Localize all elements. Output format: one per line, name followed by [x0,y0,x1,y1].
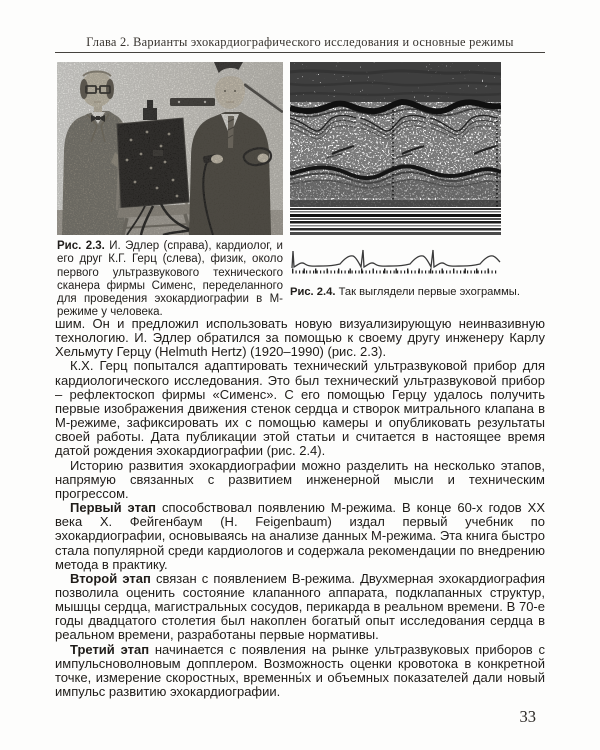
figures-row [57,62,545,318]
paragraph [55,501,545,572]
paragraph-lead: Второй этап [70,570,151,586]
figure-2-4-caption [290,286,520,299]
figure-2-4-caption-text: Так выглядели первые эхограммы. [338,286,520,298]
figure-2-3-caption [57,240,283,320]
paragraph-lead: Третий этап [70,641,150,657]
figure-2-4-caption-lead: Рис. 2.4. [290,286,336,298]
ecg-trace [290,244,501,274]
paragraph-text: связан с появлением В-режима. Двухмерная эхокардиография позволила оценить состояние клапанного аппарата, подклапанных структур, мышцы сердца, магистральных сосудов, перикарда в реальном времени. В 70-е годы двадцатого столетия был накоплен богатый опыт исследования сердца в реальном времени, разработаны первые нормативы. [55,570,546,643]
header-rule [55,52,545,53]
paragraph-text: начинается с появления на рынке ультразвуковых приборов с импульсноволновым допплером. Возможность оценки кровотока в конкретной точке, измерение скоростных, временны́х и объемных показателей дали новый импульс развитию эхокардиографии. [55,641,545,700]
echogram-image [290,62,501,235]
page-number: 33 [519,707,536,726]
paragraph-text: Историю развития эхокардиографии можно разделить на несколько этапов, напрямую связанных с развитием инженерной мысли и техническим прогрессом. [55,457,545,501]
paragraph-lead: Первый этап [70,500,157,516]
body-text [55,317,545,699]
paragraph-text: способствовал появлению М-режима. В конце 60-х годов XX века Х. Фейгенбаум (H. Feigenbaum) издал первый учебник по эхокардиографии, основываясь на анализе данных М-режима. Эта книга быстро стала популярной среди кардиологов и содержала рекомендации по внедрению метода в практику. [55,500,546,572]
paragraph [55,317,545,359]
paragraph [55,359,545,458]
paragraph-text: шим. Он и предложил использовать новую визуализирующую неинвазивную технологию. И. Эдлер обратился за помощью к своему другу инженеру Карлу Хельмуту Герцу (Helmuth Hertz) (1920–1990) (рис. 2.3). [55,316,545,360]
paragraph [55,643,545,700]
figure-2-3-caption-lead: Рис. 2.3. [57,240,105,252]
figure-2-3-caption-text: И. Эдлер (справа), кардиолог, и его друг К.Г. Герц (слева), физик, около первого ультразвукового технического сканера фирмы Сименс, переделанного для проведения эхокардиографии в М-режиме у человека. [57,240,283,319]
figure-2-4 [290,62,520,310]
chapter-running-head: Глава 2. Варианты эхокардиографического исследования и основные режимы [86,35,514,49]
paragraph [55,572,545,643]
figure-2-3 [57,62,283,331]
paragraph [55,459,545,501]
paragraph-text: К.Х. Герц попытался адаптировать технический ультразвуковой прибор для кардиологического исследования. Это был технический ультразвуковой прибор – рефлектоскоп фирмы «Сименс». С его помощью Герцу удалось получить первые изображения движения стенок сердца и створок митрального клапана в М-режиме, зафиксировать их с помощью камеры и опубликовать результаты своей работы. Дата публикации этой статьи и считается в настоящее время датой рождения эхокардиографии (рис. 2.4). [55,358,545,459]
photo-edler-hertz [57,62,283,235]
